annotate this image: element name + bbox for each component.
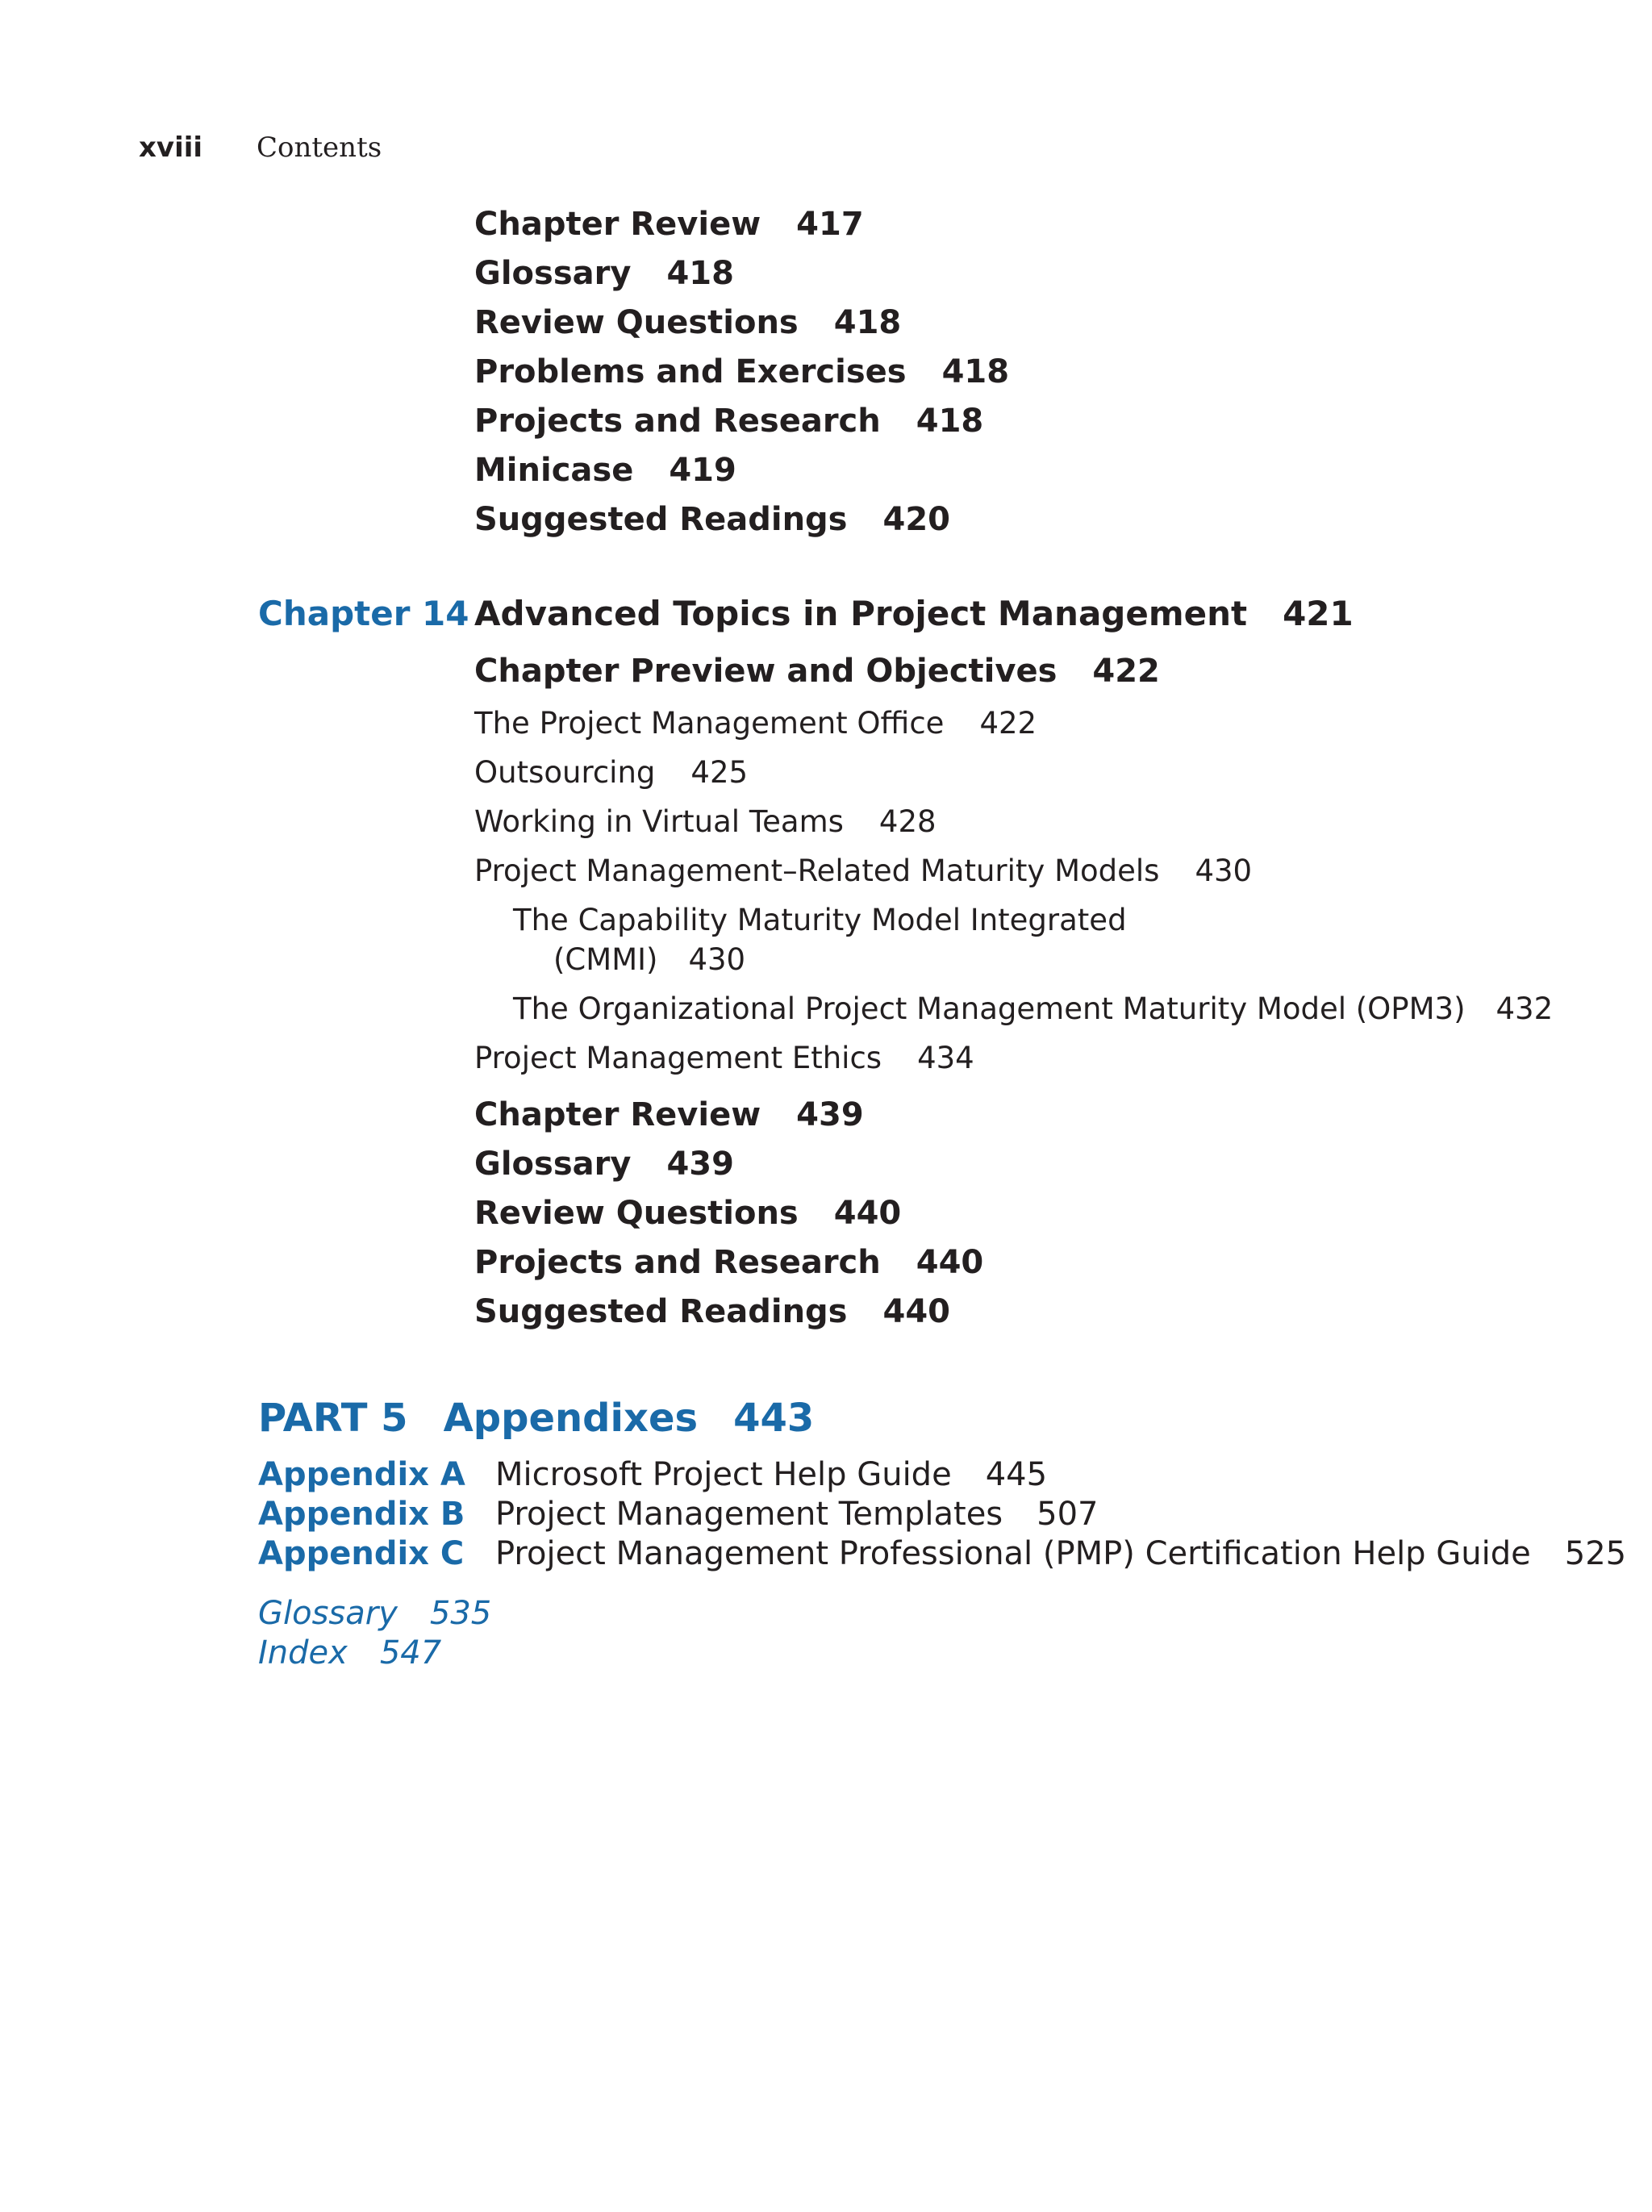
toc-entry-page: 440	[916, 1244, 984, 1281]
back-matter-entry	[258, 1634, 442, 1672]
toc-entry	[474, 653, 1160, 690]
toc-entry-page: 440	[833, 1195, 902, 1232]
toc-subtopic-title-cont: (CMMI)	[553, 942, 658, 977]
toc-entry	[474, 1146, 734, 1183]
toc-entry-page: 440	[882, 1293, 950, 1330]
appendix-page: 525	[1564, 1535, 1627, 1572]
toc-entry-title: Review Questions	[474, 304, 799, 341]
toc-entry-title: Review Questions	[474, 1195, 799, 1232]
toc-entry-title: Suggested Readings	[474, 501, 848, 538]
toc-entry-page: 418	[916, 403, 984, 440]
toc-entry-page: 439	[666, 1146, 734, 1183]
toc-entry-title: Glossary	[474, 1146, 632, 1183]
appendix-entry	[495, 1496, 1099, 1533]
toc-entry-page: 422	[1092, 653, 1160, 690]
toc-entry-title: Chapter Review	[474, 206, 761, 243]
toc-entry-page: 418	[833, 304, 902, 341]
appendix-title: Project Management Templates	[495, 1496, 1003, 1533]
toc-subtopic-page: 432	[1496, 991, 1554, 1026]
toc-subtopic	[513, 991, 1554, 1026]
appendix-title: Microsoft Project Help Guide	[495, 1456, 952, 1493]
toc-entry-title: Chapter Review	[474, 1096, 761, 1133]
appendix-entry	[495, 1456, 1048, 1493]
chapter-title-entry	[474, 594, 1354, 633]
toc-entry-title: Chapter Preview and Objectives	[474, 653, 1058, 690]
back-matter-page: 547	[379, 1634, 442, 1672]
appendix-entry	[495, 1535, 1627, 1572]
back-matter-page: 535	[429, 1595, 492, 1632]
chapter-label: Chapter 14	[258, 594, 469, 633]
toc-topic-title: Outsourcing	[474, 755, 656, 790]
toc-subtopic-title: The Organizational Project Management Maturity Model (OPM3)	[513, 991, 1466, 1026]
part-label: PART 5	[258, 1396, 408, 1441]
toc-entry	[474, 1195, 902, 1232]
toc-subtopic-line1: The Capability Maturity Model Integrated	[513, 903, 1127, 937]
appendix-label: Appendix B	[258, 1496, 465, 1533]
toc-topic-title: Project Management–Related Maturity Models	[474, 853, 1160, 888]
toc-entry	[474, 206, 864, 243]
toc-topic-title: The Project Management Office	[474, 706, 945, 741]
toc-entry	[474, 403, 984, 440]
toc-topic-page: 428	[878, 804, 937, 839]
toc-topic-page: 422	[979, 706, 1037, 741]
toc-topic	[474, 1043, 974, 1073]
appendix-page: 507	[1037, 1496, 1099, 1533]
toc-topic-title: Working in Virtual Teams	[474, 804, 844, 839]
part-title: Appendixes	[443, 1396, 699, 1441]
chapter-page: 421	[1283, 594, 1354, 633]
toc-topic	[474, 804, 937, 839]
toc-entry	[474, 353, 1010, 390]
toc-entry-page: 420	[882, 501, 950, 538]
toc-entry	[474, 1096, 864, 1133]
appendix-page: 445	[985, 1456, 1048, 1493]
part-page: 443	[733, 1396, 815, 1441]
toc-entry-page: 417	[796, 206, 864, 243]
appendix-label: Appendix A	[258, 1456, 465, 1493]
toc-entry	[474, 1293, 950, 1330]
toc-subtopic	[553, 942, 746, 977]
toc-entry-page: 419	[669, 452, 736, 489]
toc-entry-page: 439	[796, 1096, 864, 1133]
toc-entry-title: Projects and Research	[474, 403, 881, 440]
toc-topic-page: 434	[917, 1041, 974, 1075]
toc-topic-page: 430	[1195, 853, 1253, 888]
toc-topic-page: 425	[690, 755, 749, 790]
toc-entry	[474, 1246, 983, 1279]
appendix-title: Project Management Professional (PMP) Certification Help Guide	[495, 1535, 1531, 1572]
toc-entry	[474, 304, 902, 341]
appendix-label: Appendix C	[258, 1535, 465, 1572]
toc-topic	[474, 755, 749, 790]
toc-entry	[474, 257, 734, 290]
page-number: xviii	[139, 131, 203, 164]
toc-subtopic-page: 430	[688, 942, 746, 977]
toc-entry-title: Glossary	[474, 255, 632, 292]
part-heading	[258, 1396, 815, 1441]
toc-entry-title: Problems and Exercises	[474, 353, 907, 390]
chapter-title: Advanced Topics in Project Management	[474, 594, 1248, 633]
back-matter-entry	[258, 1597, 491, 1630]
toc-entry-title: Minicase	[474, 452, 634, 489]
toc-entry-title: Projects and Research	[474, 1244, 881, 1281]
toc-entry	[474, 503, 950, 536]
back-matter-title: Index	[258, 1634, 348, 1672]
toc-entry	[474, 452, 736, 489]
running-head-title: Contents	[257, 131, 382, 164]
toc-topic	[474, 853, 1253, 888]
toc-topic-title: Project Management Ethics	[474, 1041, 882, 1075]
toc-topic	[474, 706, 1037, 741]
toc-entry-page: 418	[941, 353, 1010, 390]
toc-entry-page: 418	[666, 255, 734, 292]
back-matter-title: Glossary	[258, 1595, 398, 1632]
toc-entry-title: Suggested Readings	[474, 1293, 848, 1330]
